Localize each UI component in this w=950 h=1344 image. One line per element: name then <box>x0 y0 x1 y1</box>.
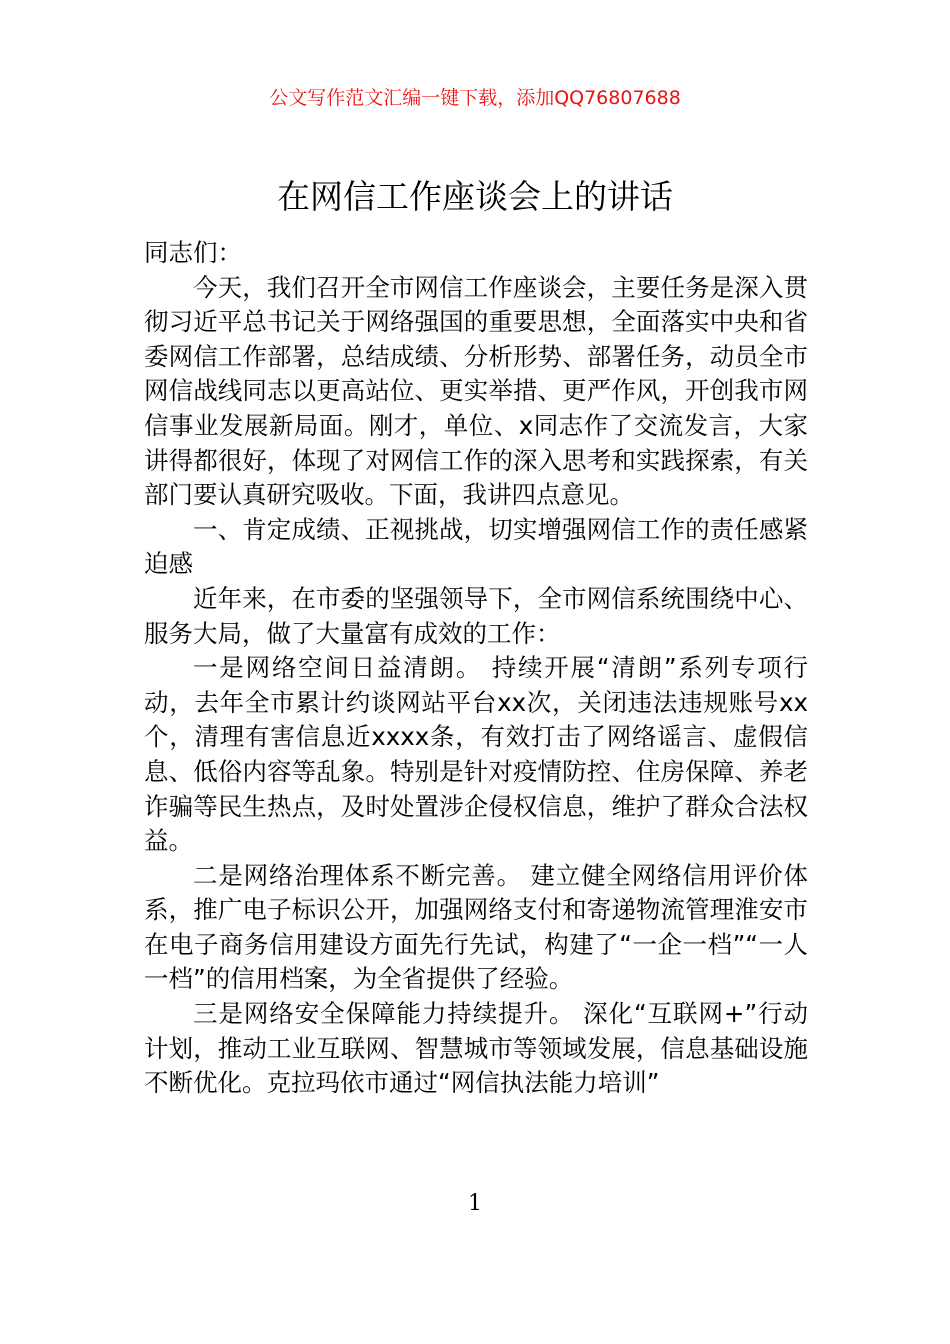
document-title: 在网信工作座谈会上的讲话 <box>277 177 673 216</box>
paragraph-point-1: 一是网络空间日益清朗。 持续开展“清朗”系列专项行动，去年全市累计约谈网站平台xx次，关闭违法违规账号xx个，清理有害信息近xxxx条，有效打击了网络谣言、虚假信息、低俗内容等乱象。特别是针对疫情防控、住房保障、养老诈骗等民生热点，及时处置涉企侵权信息，维护了群众合法权益。 <box>144 653 808 856</box>
paragraph-intro: 今天，我们召开全市网信工作座谈会，主要任务是深入贯彻习近平总书记关于网络强国的重要思想，全面落实中央和省委网信工作部署，总结成绩、分析形势、部署任务，动员全市网信战线同志以更高站位、更实举措、更严作风，开创我市网信事业发展新局面。刚才，单位、x同志作了交流发言，大家讲得都很好，体现了对网信工作的深入思考和实践探索，有关部门要认真研究吸收。下面，我讲四点意见。 <box>144 272 808 510</box>
document-body <box>144 236 808 1101</box>
paragraph-point-2: 二是网络治理体系不断完善。 建立健全网络信用评价体系，推广电子标识公开，加强网络支付和寄递物流管理淮安市在电子商务信用建设方面先行先试，构建了“一企一档”“一人一档”的信用档案，为全省提供了经验。 <box>144 860 808 994</box>
salutation: 同志们： <box>144 238 242 267</box>
page-number: 1 <box>468 1191 482 1216</box>
section-heading-1: 一、肯定成绩、正视挑战，切实增强网信工作的责任感紧迫感 <box>144 514 808 579</box>
download-banner: 公文写作范文汇编一键下载，添加QQ76807688 <box>269 87 681 109</box>
paragraph-achievements-intro: 近年来，在市委的坚强领导下，全市网信系统围绕中心、服务大局，做了大量富有成效的工作： <box>144 583 808 648</box>
paragraph-point-3: 三是网络安全保障能力持续提升。 深化“互联网+”行动计划，推动工业互联网、智慧城市等领域发展，信息基础设施不断优化。克拉玛依市通过“网信执法能力培训” <box>144 999 808 1098</box>
